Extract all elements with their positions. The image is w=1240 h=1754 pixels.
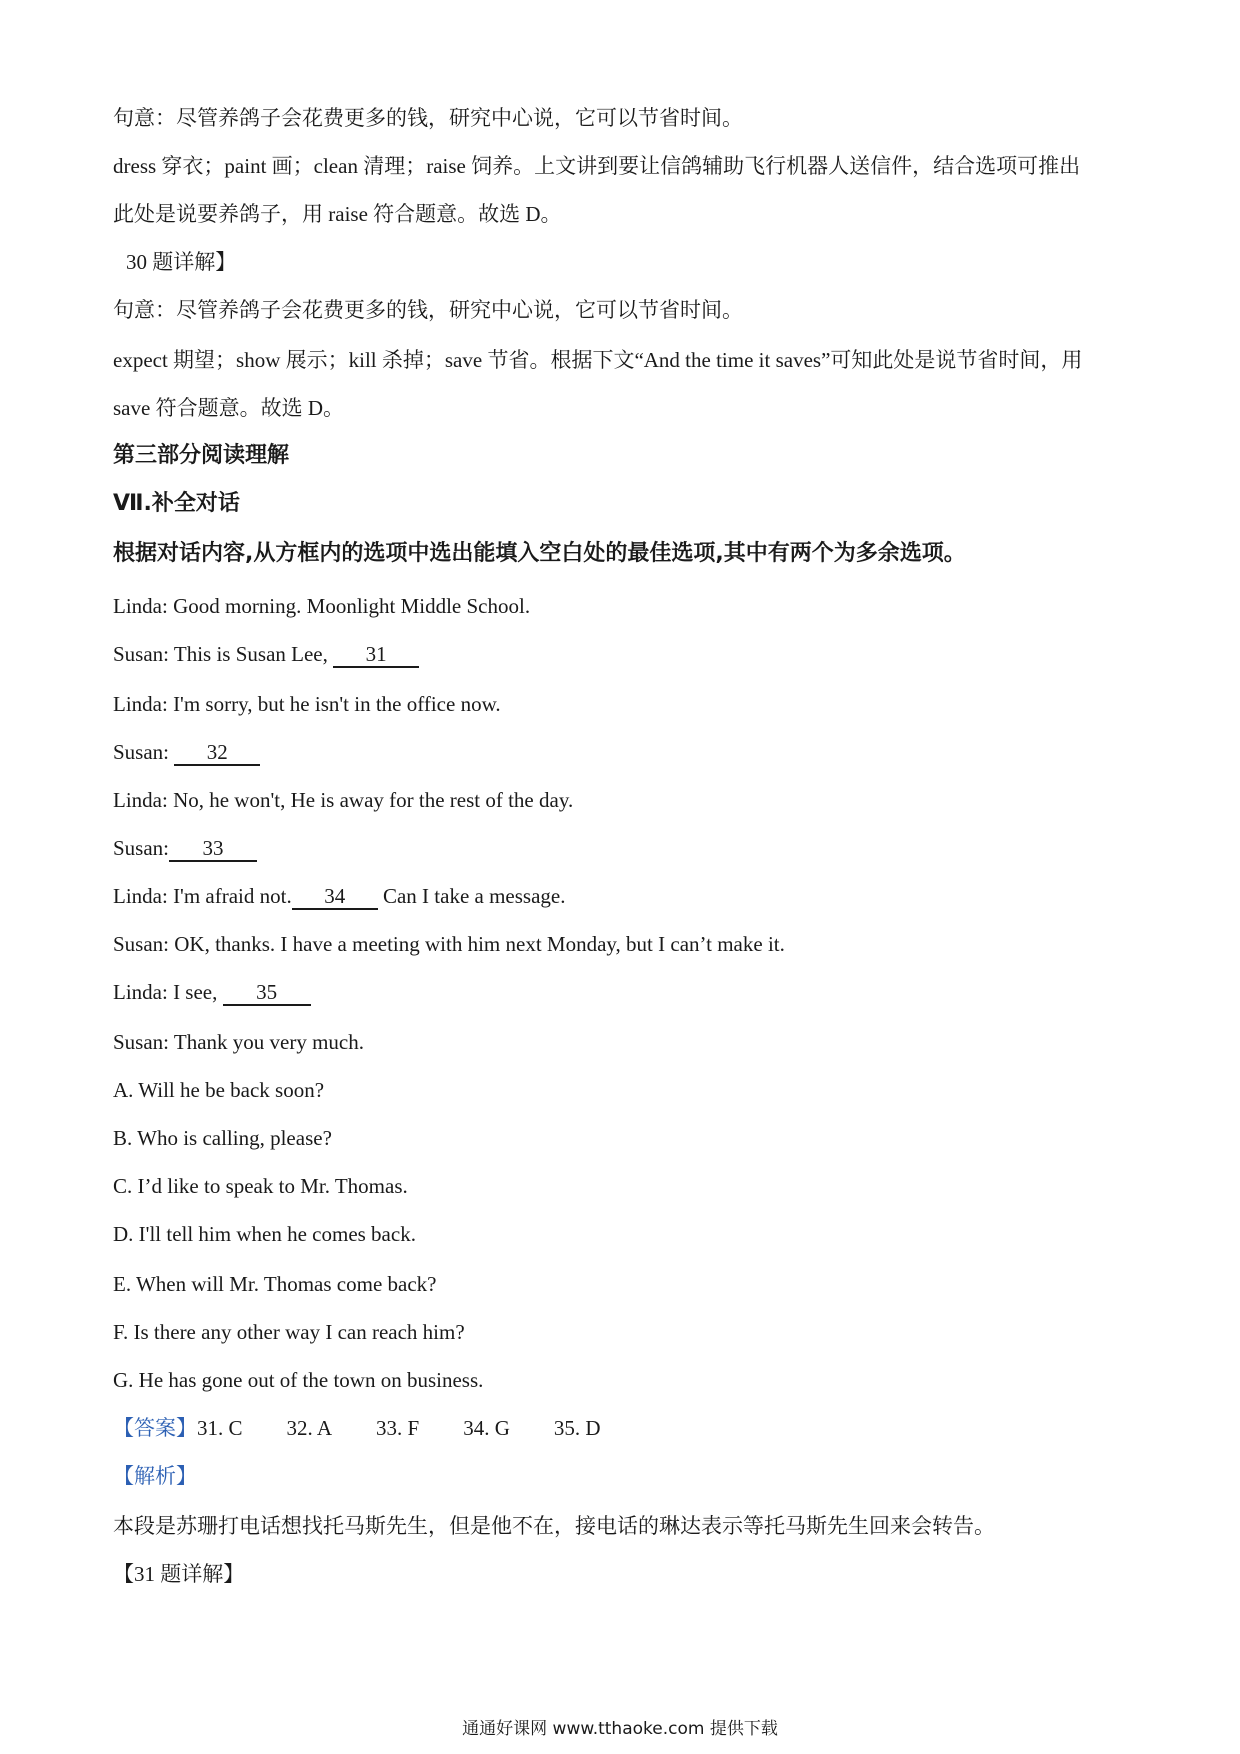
dialogue-line xyxy=(113,978,1143,1006)
dialogue-text: Linda: I'm afraid not. xyxy=(113,884,292,908)
analysis-label: 【解析】 xyxy=(113,1464,197,1488)
answer-item: 31. C xyxy=(197,1416,243,1440)
option-item: F. Is there any other way I can reach him? xyxy=(113,1320,465,1344)
option-item: C. I’d like to speak to Mr. Thomas. xyxy=(113,1174,408,1198)
text-line: 句意：尽管养鸽子会花费更多的钱，研究中心说，它可以节省时间。 xyxy=(113,298,743,322)
dialogue-line xyxy=(113,834,1143,862)
subsection-heading: Ⅶ.补全对话 xyxy=(113,491,240,516)
text-line: 此处是说要养鸽子，用 raise 符合题意。故选 D。 xyxy=(113,202,562,226)
dialogue-line xyxy=(113,882,1143,910)
dialogue-line: Susan: OK, thanks. I have a meeting with him next Monday, but I can’t make it. xyxy=(113,932,785,956)
dialogue-line: Linda: No, he won't, He is away for the rest of the day. xyxy=(113,788,574,812)
text-line: dress 穿衣；paint 画；clean 清理；raise 饲养。上文讲到要让信鸽辅助飞行机器人送信件，结合选项可推出 xyxy=(113,154,1081,178)
option-item: B. Who is calling, please? xyxy=(113,1126,332,1150)
answer-item: 32. A xyxy=(286,1416,333,1440)
option-item: A. Will he be back soon? xyxy=(113,1078,325,1102)
option-item: E. When will Mr. Thomas come back? xyxy=(113,1272,437,1296)
dialogue-line: Linda: Good morning. Moonlight Middle School. xyxy=(113,594,531,618)
answer-item: 35. D xyxy=(553,1416,601,1440)
dialogue-text: Susan: This is Susan Lee, xyxy=(113,642,334,666)
page-footer: 通通好课网 www.tthaoke.com 提供下载 xyxy=(462,1719,778,1739)
dialogue-line xyxy=(113,738,1143,766)
answer-item: 34. G xyxy=(463,1416,510,1440)
option-item: G. He has gone out of the town on business. xyxy=(113,1368,484,1392)
dialogue-text: Susan: xyxy=(113,836,170,860)
text-line: expect 期望；show 展示；kill 杀掉；save 节省。根据下文“And the time it saves”可知此处是说节省时间，用 xyxy=(113,348,1083,372)
answer-item: 33. F xyxy=(376,1416,420,1440)
text-line: 句意：尽管养鸽子会花费更多的钱，研究中心说，它可以节省时间。 xyxy=(113,106,743,130)
dialogue-text: Susan: xyxy=(113,740,175,764)
answer-line xyxy=(113,1414,1143,1442)
text-line: save 符合题意。故选 D。 xyxy=(113,396,344,420)
answer-blank: 34 xyxy=(292,884,378,910)
dialogue-line: Susan: Thank you very much. xyxy=(113,1030,364,1054)
dialogue-text: Linda: I see, xyxy=(113,980,223,1004)
answer-blank: 31 xyxy=(333,642,419,668)
instruction-text: 根据对话内容,从方框内的选项中选出能填入空白处的最佳选项,其中有两个为多余选项。 xyxy=(113,541,966,566)
dialogue-line xyxy=(113,640,1143,668)
question-detail-heading: 【31 题详解】 xyxy=(113,1562,245,1586)
option-item: D. I'll tell him when he comes back. xyxy=(113,1222,416,1246)
answer-label: 【答案】 xyxy=(113,1416,197,1440)
answer-blank: 33 xyxy=(169,836,257,862)
answer-blank: 35 xyxy=(223,980,311,1006)
answer-blank: 32 xyxy=(174,740,260,766)
analysis-text: 本段是苏珊打电话想找托马斯先生，但是他不在，接电话的琳达表示等托马斯先生回来会转告。 xyxy=(113,1514,995,1538)
question-detail-heading: 30 题详解】 xyxy=(126,250,237,274)
section-heading: 第三部分阅读理解 xyxy=(113,443,290,468)
dialogue-line: Linda: I'm sorry, but he isn't in the office now. xyxy=(113,692,501,716)
dialogue-text: Can I take a message. xyxy=(377,884,566,908)
